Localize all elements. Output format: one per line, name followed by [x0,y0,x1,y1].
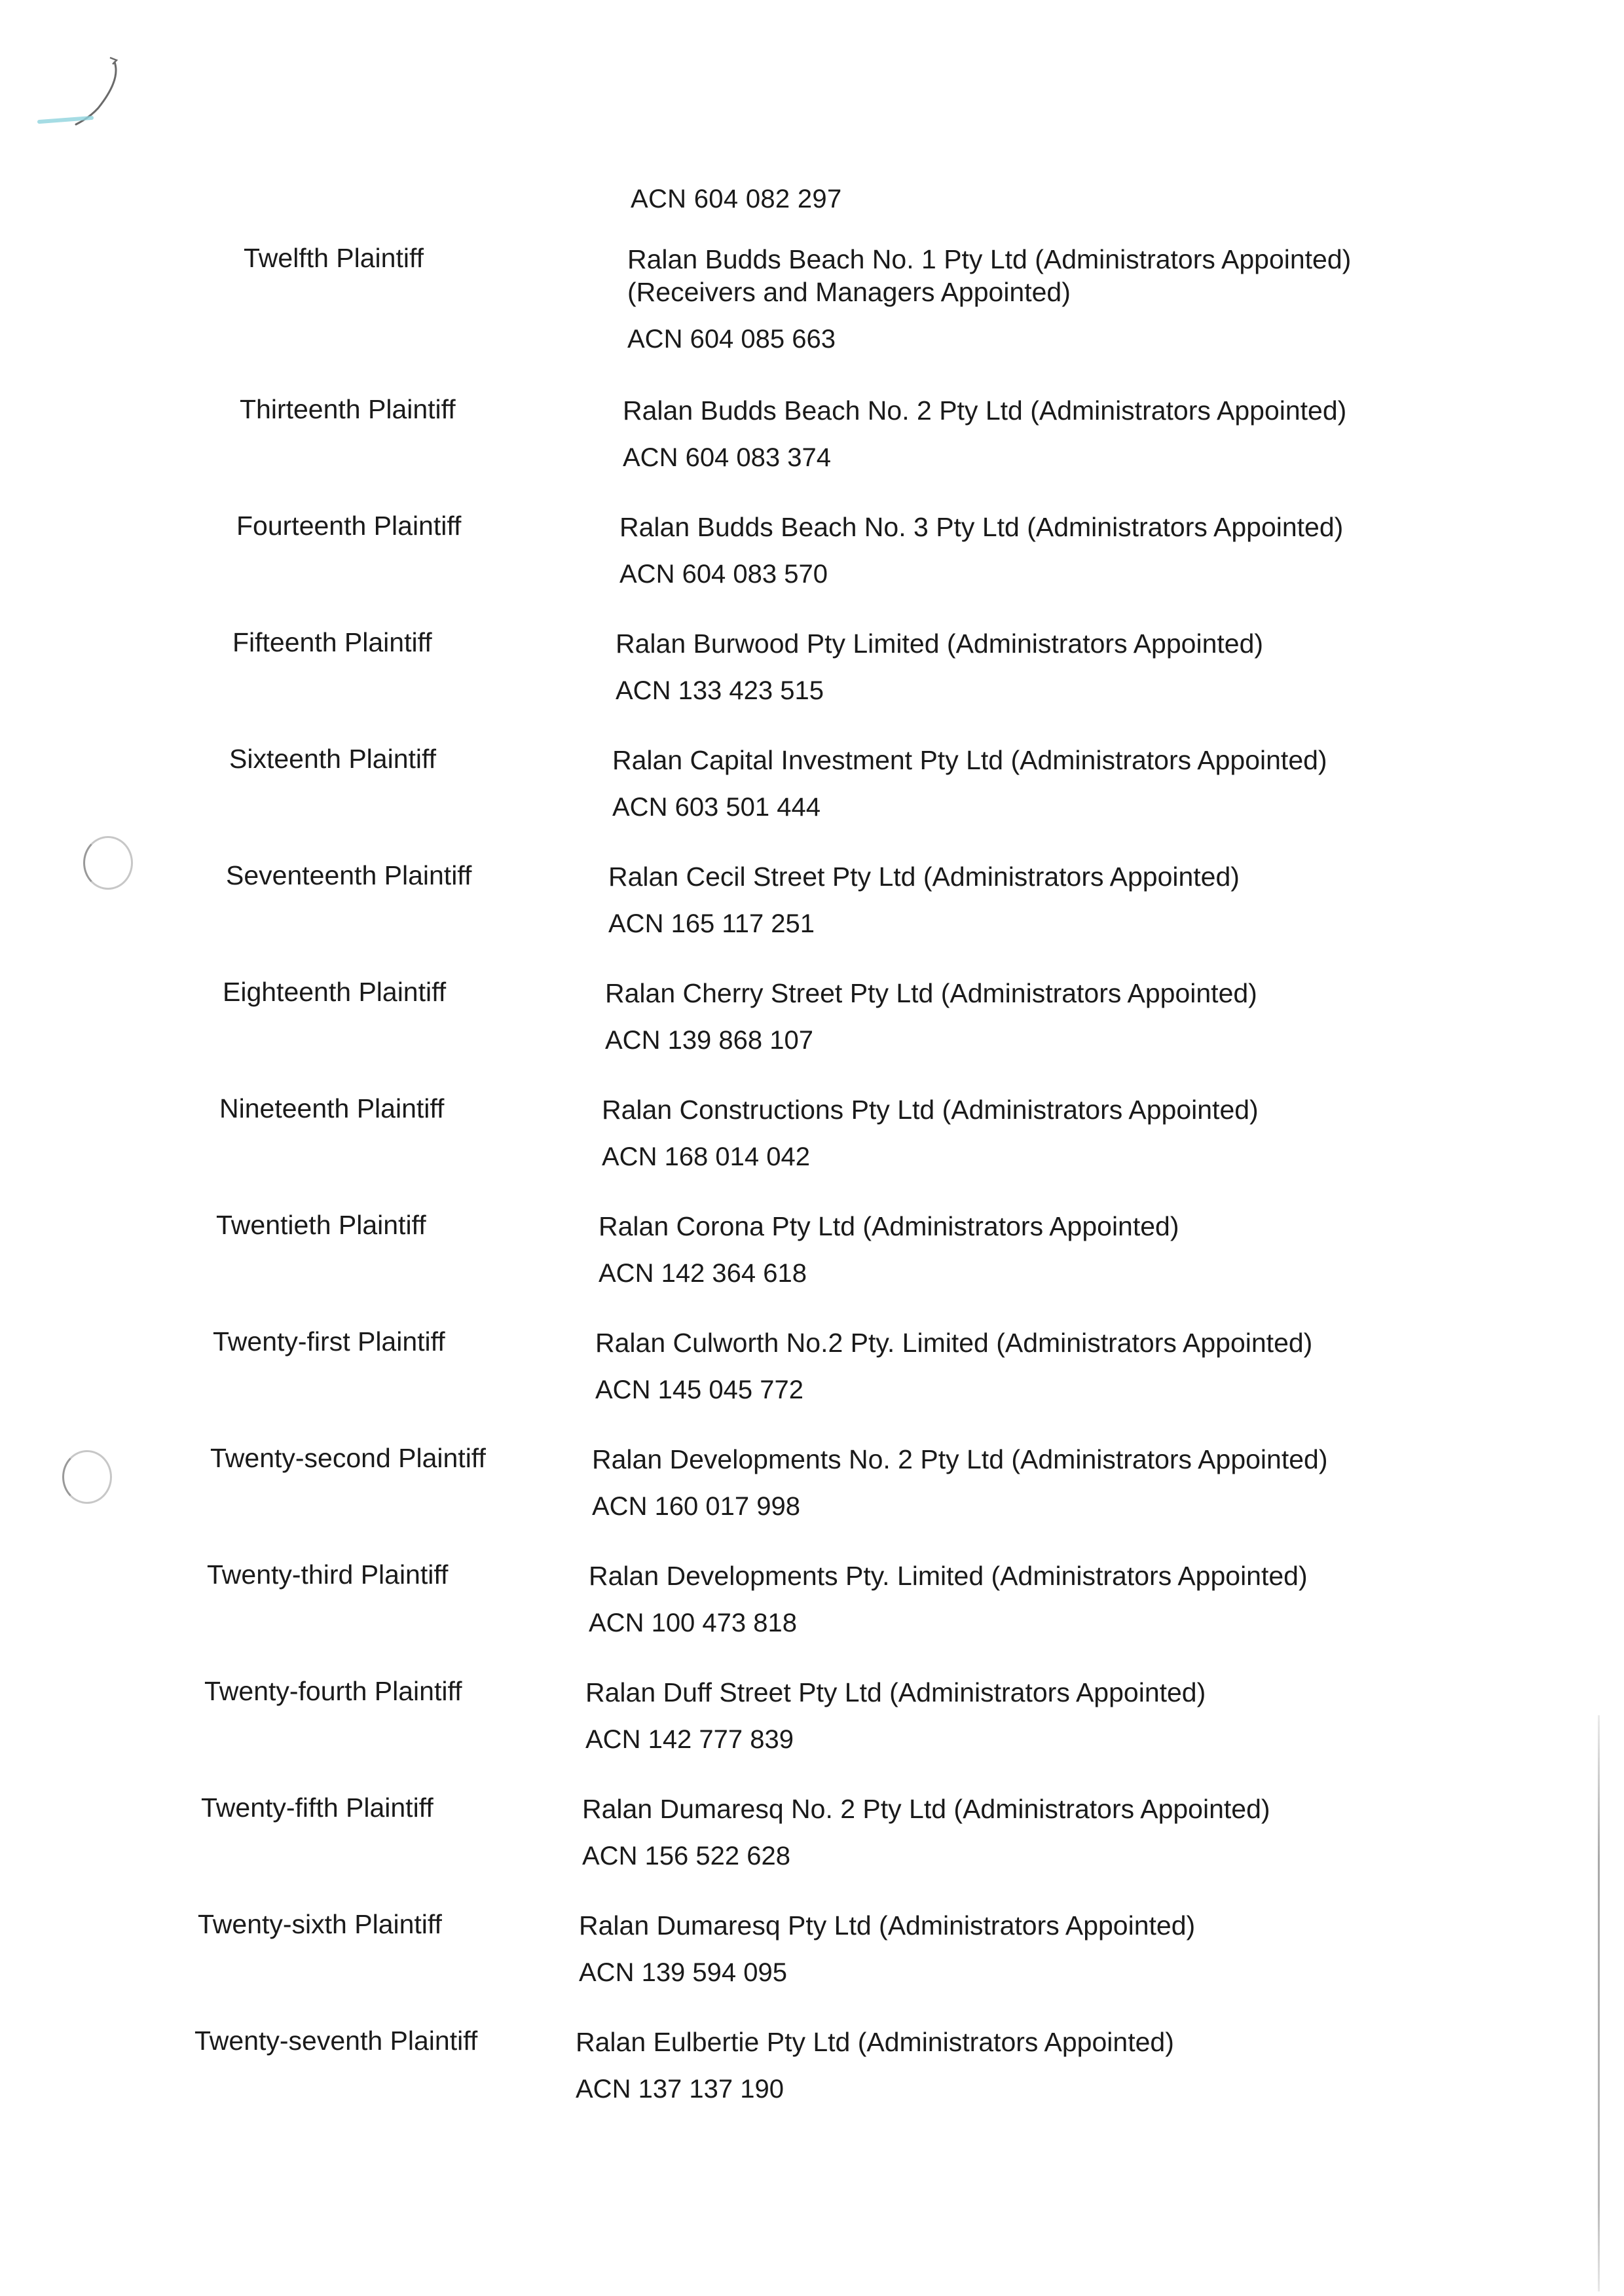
entity-details [582,1793,1270,1872]
plaintiff-row [0,1559,1624,1671]
plaintiff-row [0,243,1624,354]
entity-details [595,1326,1312,1406]
entity-name: Ralan Dumaresq No. 2 Pty Ltd (Administrators Appointed) [582,1794,1270,1824]
party-label: Twelfth Plaintiff [244,243,424,273]
entity-acn: ACN 604 083 570 [619,560,828,589]
entity-name: Ralan Cherry Street Pty Ltd (Administrators Appointed) [605,978,1257,1008]
party-label: Twenty-first Plaintiff [213,1326,445,1357]
plaintiff-row [0,1676,1624,1787]
plaintiff-row [0,511,1624,622]
entity-details [579,1909,1195,1989]
plaintiff-row [0,1909,1624,2020]
entity-details [589,1559,1308,1639]
entity-acn: ACN 165 117 251 [608,909,815,938]
party-label: Thirteenth Plaintiff [240,394,456,424]
entity-details [623,394,1346,474]
party-label: Twenty-fifth Plaintiff [201,1793,434,1823]
entity-name: Ralan Developments Pty. Limited (Administrators Appointed) [589,1561,1308,1591]
plaintiff-row [0,394,1624,505]
entity-name: Ralan Constructions Pty Ltd (Administrators Appointed) [602,1095,1259,1125]
entity-details [612,744,1327,824]
plaintiff-row [0,860,1624,972]
plaintiff-row [0,977,1624,1088]
entity-acn: ACN 142 777 839 [585,1725,794,1754]
party-label: Twenty-second Plaintiff [210,1443,486,1473]
party-label: Twentieth Plaintiff [216,1210,426,1240]
entity-name: Ralan Burwood Pty Limited (Administrators Appointed) [616,629,1264,659]
plaintiff-row [0,1326,1624,1438]
plaintiff-row [0,2026,1624,2137]
entity-acn: ACN 139 594 095 [579,1958,788,1987]
entity-subtitle: (Receivers and Managers Appointed) [627,277,1071,307]
entity-name: Ralan Budds Beach No. 1 Pty Ltd (Administrators Appointed) [627,244,1352,274]
entity-acn: ACN 133 423 515 [616,676,824,705]
party-label: Fourteenth Plaintiff [236,511,462,541]
entity-details [627,243,1351,355]
plaintiff-row [0,627,1624,738]
party-label: Sixteenth Plaintiff [229,744,437,774]
entity-acn: ACN 145 045 772 [595,1376,804,1404]
entity-details [592,1443,1328,1523]
entity-details [608,860,1240,940]
entity-acn: ACN 160 017 998 [592,1492,801,1521]
entity-name: Ralan Culworth No.2 Pty. Limited (Administrators Appointed) [595,1328,1313,1358]
plaintiff-row [0,1210,1624,1321]
entity-details [599,1210,1179,1290]
plaintiff-row [0,1093,1624,1205]
entity-acn: ACN 168 014 042 [602,1142,811,1171]
party-label: Twenty-sixth Plaintiff [198,1909,442,1939]
entity-acn: ACN 156 522 628 [582,1842,791,1870]
party-label: Eighteenth Plaintiff [223,977,447,1007]
party-label: Nineteenth Plaintiff [219,1093,445,1123]
top-acn: ACN 604 082 297 [631,185,842,213]
entity-name: Ralan Duff Street Pty Ltd (Administrators Appointed) [585,1677,1206,1707]
party-label: Seventeenth Plaintiff [226,860,472,890]
entity-name: Ralan Corona Pty Ltd (Administrators Appointed) [599,1211,1179,1241]
entity-acn: ACN 137 137 190 [576,2075,784,2104]
entity-acn: ACN 100 473 818 [589,1609,798,1637]
entity-acn: ACN 603 501 444 [612,793,821,822]
party-label: Twenty-third Plaintiff [207,1559,449,1590]
entity-details [616,627,1263,707]
entity-name: Ralan Developments No. 2 Pty Ltd (Administrators Appointed) [592,1444,1328,1474]
plaintiff-row [0,1443,1624,1554]
pen-mark [33,52,131,137]
entity-details [605,977,1257,1057]
entity-acn: ACN 604 083 374 [623,443,832,472]
entity-name: Ralan Cecil Street Pty Ltd (Administrators Appointed) [608,862,1240,892]
entity-details [602,1093,1259,1173]
entity-details [585,1676,1206,1756]
entity-name: Ralan Budds Beach No. 2 Pty Ltd (Administrators Appointed) [623,395,1347,426]
entity-acn: ACN 142 364 618 [599,1259,807,1288]
entity-details [576,2026,1174,2105]
party-label: Twenty-seventh Plaintiff [194,2026,478,2056]
entity-acn: ACN 604 085 663 [627,325,836,354]
entity-acn: ACN 139 868 107 [605,1026,814,1055]
party-label: Fifteenth Plaintiff [232,627,432,657]
party-label: Twenty-fourth Plaintiff [204,1676,462,1706]
plaintiff-row [0,1793,1624,1904]
entity-name: Ralan Dumaresq Pty Ltd (Administrators Appointed) [579,1910,1196,1941]
entity-details [619,511,1343,591]
entity-name: Ralan Capital Investment Pty Ltd (Administrators Appointed) [612,745,1327,775]
plaintiff-row [0,744,1624,855]
entity-name: Ralan Budds Beach No. 3 Pty Ltd (Administrators Appointed) [619,512,1344,542]
entity-name: Ralan Eulbertie Pty Ltd (Administrators Appointed) [576,2027,1174,2057]
